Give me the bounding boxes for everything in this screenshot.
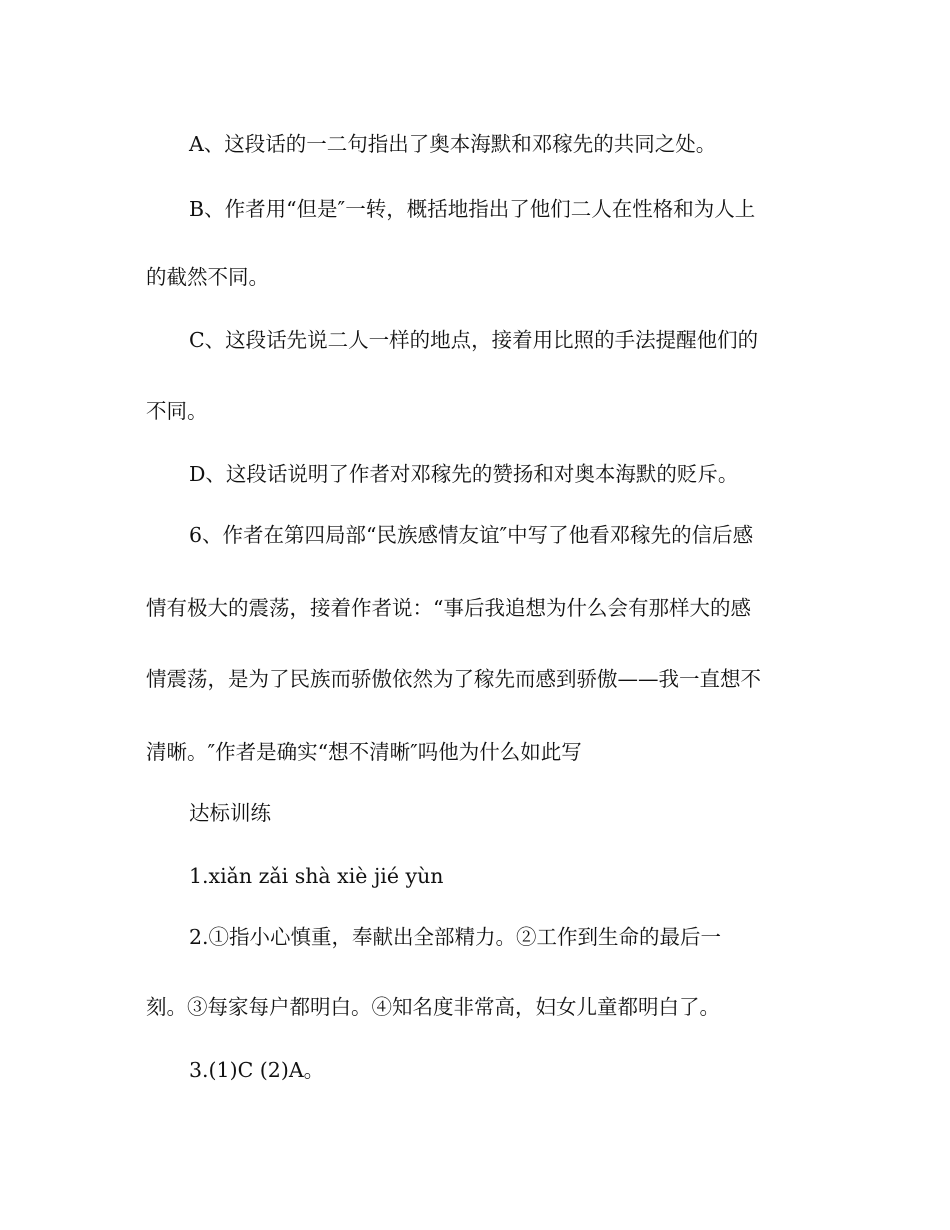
answer-2-continuation: 刻。③每家每户都明白。④知名度非常高，妇女儿童都明白了。 [146, 995, 720, 1019]
option-b-text: B、作者用“但是″一转，概括地指出了他们二人在性格和为人上 [189, 197, 756, 221]
section-heading: 达标训练 [189, 801, 271, 825]
option-a-text: A、这段话的一二句指出了奥本海默和邓稼先的共同之处。 [189, 132, 717, 156]
question-6-text: 6、作者在第四局部“民族感情友谊″中写了他看邓稼先的信后感 [189, 523, 754, 547]
question-6-line-2: 情有极大的震荡，接着作者说：“事后我追想为什么会有那样大的感 [146, 596, 751, 620]
option-b-continuation: 的截然不同。 [146, 265, 269, 289]
question-6-line-3: 情震荡，是为了民族而骄傲依然为了稼先而感到骄傲——我一直想不 [146, 667, 761, 691]
answer-3: 3.(1)C (2)A。 [189, 1058, 325, 1082]
question-6-line-4: 清晰。″作者是确实“想不清晰″吗他为什么如此写 [146, 740, 582, 764]
option-d-text: D、这段话说明了作者对邓稼先的赞扬和对奥本海默的贬斥。 [189, 462, 739, 486]
answer-2: 2.①指小心慎重，奉献出全部精力。②工作到生命的最后一 [189, 925, 722, 949]
answer-1: 1.xiǎn zǎi shà xiè jié yùn [189, 864, 444, 888]
option-c-continuation: 不同。 [146, 399, 208, 423]
option-c-text: C、这段话先说二人一样的地点，接着用比照的手法提醒他们的 [189, 328, 759, 352]
